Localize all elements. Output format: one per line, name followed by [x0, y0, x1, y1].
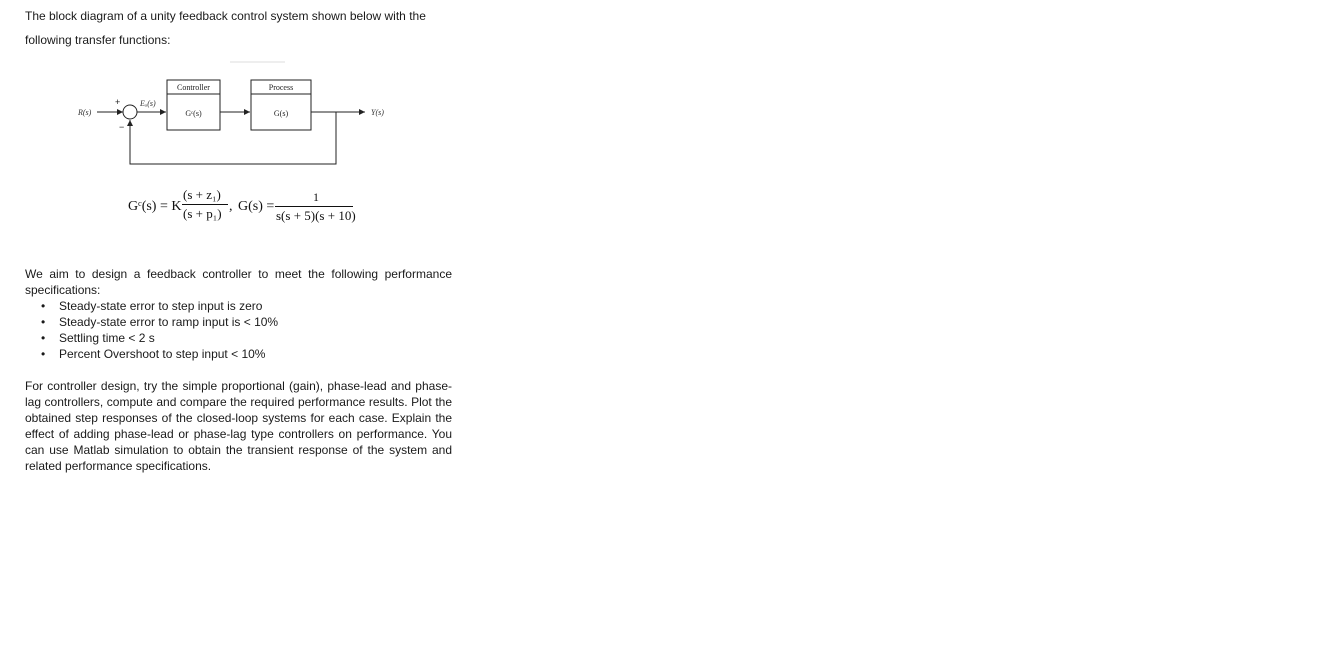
specifications-list	[25, 298, 278, 362]
controller-tf: Gᶜ(s)	[185, 109, 202, 118]
output-label: Y(s)	[371, 108, 384, 117]
bullet: •	[41, 347, 46, 361]
gc-numerator: (s + z₁)	[183, 187, 221, 202]
spec-text: Steady-state error to ramp input is < 10%	[59, 315, 279, 329]
intro-line-1: The block diagram of a unity feedback control system shown below with the	[25, 9, 426, 23]
input-label: R(s)	[78, 108, 92, 117]
g-fraction-bar	[275, 206, 353, 207]
spec-text: Settling time < 2 s	[59, 331, 155, 345]
process-equation	[238, 188, 368, 228]
equation-comma: ,	[229, 199, 233, 214]
list-item	[25, 298, 278, 314]
gc-lhs: Gᶜ(s) = K	[128, 199, 182, 214]
bullet: •	[41, 331, 46, 345]
process-title: Process	[268, 83, 294, 92]
g-numerator: 1	[313, 190, 319, 204]
g-lhs: G(s) =	[238, 199, 275, 214]
block-diagram	[60, 60, 400, 170]
bullet: •	[41, 299, 46, 313]
list-item	[25, 346, 278, 362]
bullet: •	[41, 315, 46, 329]
list-item	[25, 330, 278, 346]
intro-line-2: following transfer functions:	[25, 33, 171, 47]
process-tf: G(s)	[273, 109, 289, 118]
controller-equation	[128, 188, 238, 228]
controller-title: Controller	[177, 83, 210, 92]
error-label: Eₐ(s)	[140, 99, 156, 108]
spec-text: Steady-state error to step input is zero	[59, 299, 263, 313]
gc-denominator: (s + p₁)	[183, 206, 222, 221]
list-item	[25, 314, 278, 330]
aim-paragraph: We aim to design a feedback controller to meet the following performance specifications:	[25, 267, 452, 297]
spec-text: Percent Overshoot to step input < 10%	[59, 347, 266, 361]
gc-fraction-bar	[182, 204, 228, 205]
design-paragraph: For controller design, try the simple proportional (gain), phase-lead and phase-lag controllers, compute and compare the required performance results. Plot the obtained step responses of the closed-loop systems for each case. Explain the effect of adding phase-lead or phase-lag type controllers on performance. You can use Matlab simulation to obtain the transient response of the system and related performance specifications.	[25, 379, 452, 473]
g-denominator: s(s + 5)(s + 10)	[276, 208, 356, 223]
summing-junction	[123, 105, 137, 119]
plus-sign: +	[115, 97, 121, 107]
minus-sign: −	[119, 122, 125, 132]
